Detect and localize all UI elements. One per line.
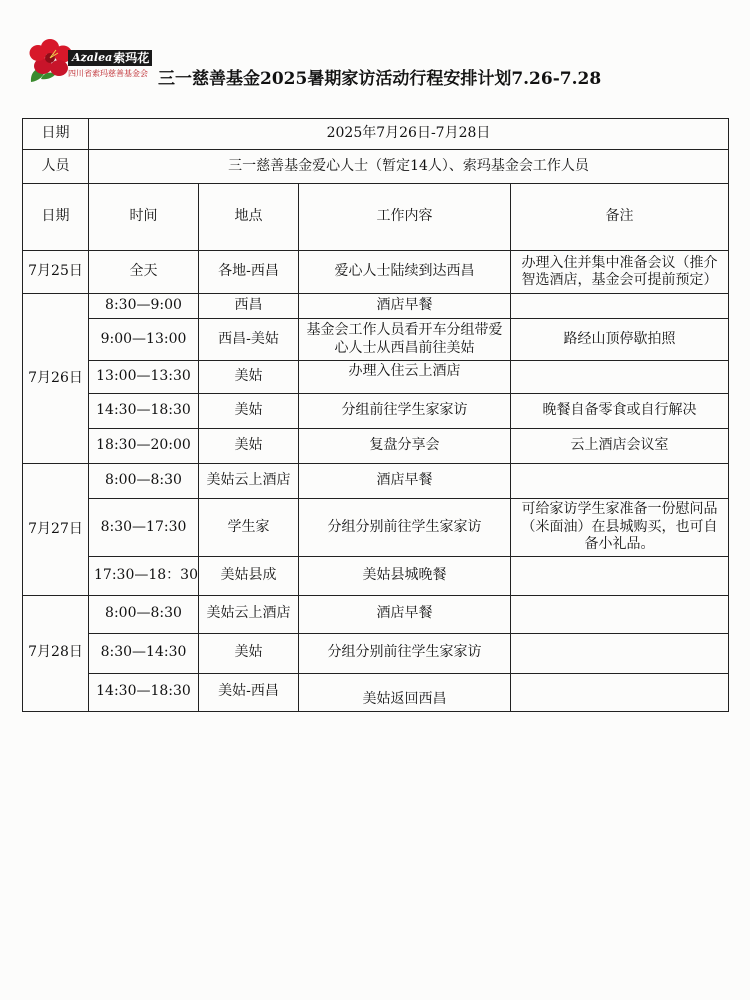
content-cell: 酒店早餐: [299, 595, 511, 633]
day-date-cell: 7月25日: [23, 251, 89, 294]
place-cell: 美姑县成: [199, 556, 299, 595]
place-cell: 美姑云上酒店: [199, 595, 299, 633]
note-cell: [511, 595, 729, 633]
time-cell: 8:00—8:30: [89, 464, 199, 499]
info-row-people: [23, 150, 729, 184]
place-cell: 美姑: [199, 633, 299, 673]
header-place: 地点: [199, 184, 299, 251]
info-date-value: 2025年7月26日-7月28日: [89, 119, 729, 150]
time-cell: 8:30—17:30: [89, 499, 199, 557]
note-cell: [511, 361, 729, 394]
info-row-date: [23, 119, 729, 150]
content-cell: 分组分别前往学生家家访: [299, 499, 511, 557]
place-cell: 美姑: [199, 429, 299, 464]
place-cell: 西昌: [199, 294, 299, 319]
content-cell: 爱心人士陆续到达西昌: [299, 251, 511, 294]
note-cell: [511, 673, 729, 711]
day-date-cell: 7月27日: [23, 464, 89, 596]
content-cell: 美姑返回西昌: [299, 673, 511, 711]
schedule-row: [23, 673, 729, 711]
header-note: 备注: [511, 184, 729, 251]
note-cell: [511, 464, 729, 499]
logo-brand-en: Azalea: [72, 51, 113, 64]
schedule-table: [22, 118, 729, 712]
content-cell: 酒店早餐: [299, 294, 511, 319]
schedule-row: [23, 319, 729, 361]
time-cell: 9:00—13:00: [89, 319, 199, 361]
petal: [50, 60, 68, 76]
header-row: [23, 184, 729, 251]
place-cell: 美姑云上酒店: [199, 464, 299, 499]
note-cell: [511, 556, 729, 595]
note-cell: [511, 633, 729, 673]
header-time: 时间: [89, 184, 199, 251]
info-people-value: 三一慈善基金爱心人士（暂定14人）、索玛基金会工作人员: [89, 150, 729, 184]
place-cell: 各地-西昌: [199, 251, 299, 294]
schedule-row: [23, 394, 729, 429]
time-cell: 14:30—18:30: [89, 673, 199, 711]
time-cell: 8:30—9:00: [89, 294, 199, 319]
header-date: 日期: [23, 184, 89, 251]
day-date-cell: 7月26日: [23, 294, 89, 464]
content-cell: 分组分别前往学生家家访: [299, 633, 511, 673]
place-cell: 西昌-美姑: [199, 319, 299, 361]
document-title: 三一慈善基金2025暑期家访活动行程安排计划7.26-7.28: [158, 69, 602, 89]
time-cell: 13:00—13:30: [89, 361, 199, 394]
note-cell: [511, 294, 729, 319]
petal: [30, 45, 47, 61]
schedule-row: [23, 361, 729, 394]
time-cell: 8:00—8:30: [89, 595, 199, 633]
content-cell: 办理入住云上酒店: [299, 361, 511, 394]
place-cell: 学生家: [199, 499, 299, 557]
schedule-row: [23, 499, 729, 557]
place-cell: 美姑-西昌: [199, 673, 299, 711]
note-cell: 云上酒店会议室: [511, 429, 729, 464]
header-content: 工作内容: [299, 184, 511, 251]
schedule-row: [23, 633, 729, 673]
time-cell: 18:30—20:00: [89, 429, 199, 464]
schedule-row: [23, 294, 729, 319]
info-people-label: 人员: [23, 150, 89, 184]
place-cell: 美姑: [199, 394, 299, 429]
content-cell: 美姑县城晚餐: [299, 556, 511, 595]
schedule-row: [23, 251, 729, 294]
foundation-logo: [28, 38, 163, 86]
schedule-row: [23, 556, 729, 595]
content-cell: 复盘分享会: [299, 429, 511, 464]
logo-brand-cn: 索玛花: [113, 51, 150, 65]
day-date-cell: 7月28日: [23, 595, 89, 711]
content-cell: 分组前往学生家家访: [299, 394, 511, 429]
logo-band: [68, 50, 152, 66]
logo-org-name: 四川省索玛慈善基金会: [68, 69, 148, 78]
schedule-row: [23, 429, 729, 464]
content-cell: 酒店早餐: [299, 464, 511, 499]
note-cell: 晚餐自备零食或自行解决: [511, 394, 729, 429]
note-cell: 路经山顶停歇拍照: [511, 319, 729, 361]
schedule-row: [23, 464, 729, 499]
time-cell: 8:30—14:30: [89, 633, 199, 673]
note-cell: 办理入住并集中准备会议（推介智选酒店，基金会可提前预定）: [511, 251, 729, 294]
time-cell: 17:30—18：30: [89, 556, 199, 595]
place-cell: 美姑: [199, 361, 299, 394]
time-cell: 14:30—18:30: [89, 394, 199, 429]
schedule-row: [23, 595, 729, 633]
note-cell: 可给家访学生家准备一份慰问品（米面油）在县城购买，也可自备小礼品。: [511, 499, 729, 557]
info-date-label: 日期: [23, 119, 89, 150]
time-cell: 全天: [89, 251, 199, 294]
content-cell: 基金会工作人员看开车分组带爱心人士从西昌前往美姑: [299, 319, 511, 361]
